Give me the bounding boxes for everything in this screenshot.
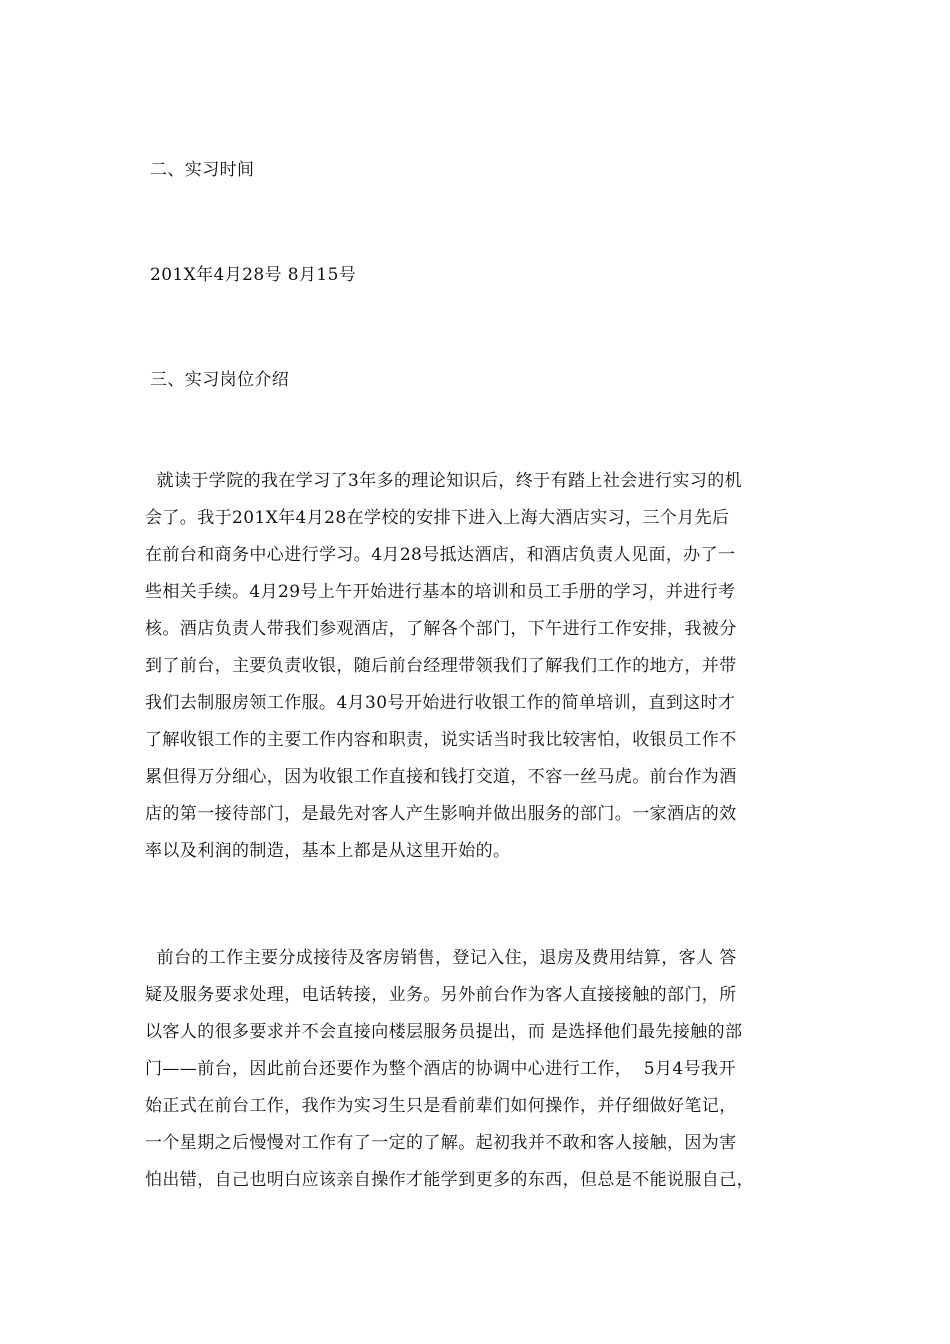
section-heading-position-intro: 三、实习岗位介绍 [150,370,290,390]
paragraph-1-line: 我们去制服房领工作服。4月30号开始进行收银工作的简单培训，直到这时才 [145,693,736,713]
paragraph-1-line: 会了。我于201X年4月28在学校的安排下进入上海大酒店实习，三个月先后 [145,508,730,528]
paragraph-1-line: 店的第一接待部门，是最先对客人产生影响并做出服务的部门。一家酒店的效 [145,804,737,824]
section-heading-internship-time: 二、实习时间 [150,160,255,180]
paragraph-1-line: 核。酒店负责人带我们参观酒店，了解各个部门，下午进行工作安排，我被分 [145,619,737,639]
paragraph-1-line: 到了前台，主要负责收银，随后前台经理带领我们了解我们工作的地方，并带 [145,656,737,676]
paragraph-1-line: 累但得万分细心，因为收银工作直接和钱打交道，不容一丝马虎。前台作为酒 [145,767,737,787]
paragraph-2-line: 以客人的很多要求并不会直接向楼层服务员提出，而 是选择他们最先接触的部 [145,1022,743,1042]
paragraph-2-line: 始正式在前台工作，我作为实习生只是看前辈们如何操作，并仔细做好笔记， [145,1096,737,1116]
paragraph-2-line: 门——前台，因此前台还要作为整个酒店的协调中心进行工作， 5月4号我开 [145,1059,736,1079]
paragraph-1-line: 在前台和商务中心进行学习。4月28号抵达酒店，和酒店负责人见面，办了一 [145,545,736,565]
paragraph-1-line: 率以及利润的制造，基本上都是从这里开始的。 [145,841,511,861]
internship-period-text: 201X年4月28号 8月15号 [150,265,357,285]
paragraph-2-line: 疑及服务要求处理，电话转接，业务。另外前台作为客人直接接触的部门，所 [145,985,737,1005]
paragraph-2-line: 前台的工作主要分成接待及客房销售，登记入住，退房及费用结算，客人 答 [145,948,737,968]
paragraph-1-line: 些相关手续。4月29号上午开始进行基本的培训和员工手册的学习，并进行考 [145,582,736,602]
paragraph-2-line: 怕出错，自己也明白应该亲自操作才能学到更多的东西，但总是不能说服自己， [145,1170,754,1190]
paragraph-2-line: 一个星期之后慢慢对工作有了一定的了解。起初我并不敢和客人接触，因为害 [145,1133,737,1153]
paragraph-1-line: 了解收银工作的主要工作内容和职责，说实话当时我比较害怕，收银员工作不 [145,730,737,750]
paragraph-1-line: 就读于学院的我在学习了3年多的理论知识后，终于有踏上社会进行实习的机 [145,471,743,491]
